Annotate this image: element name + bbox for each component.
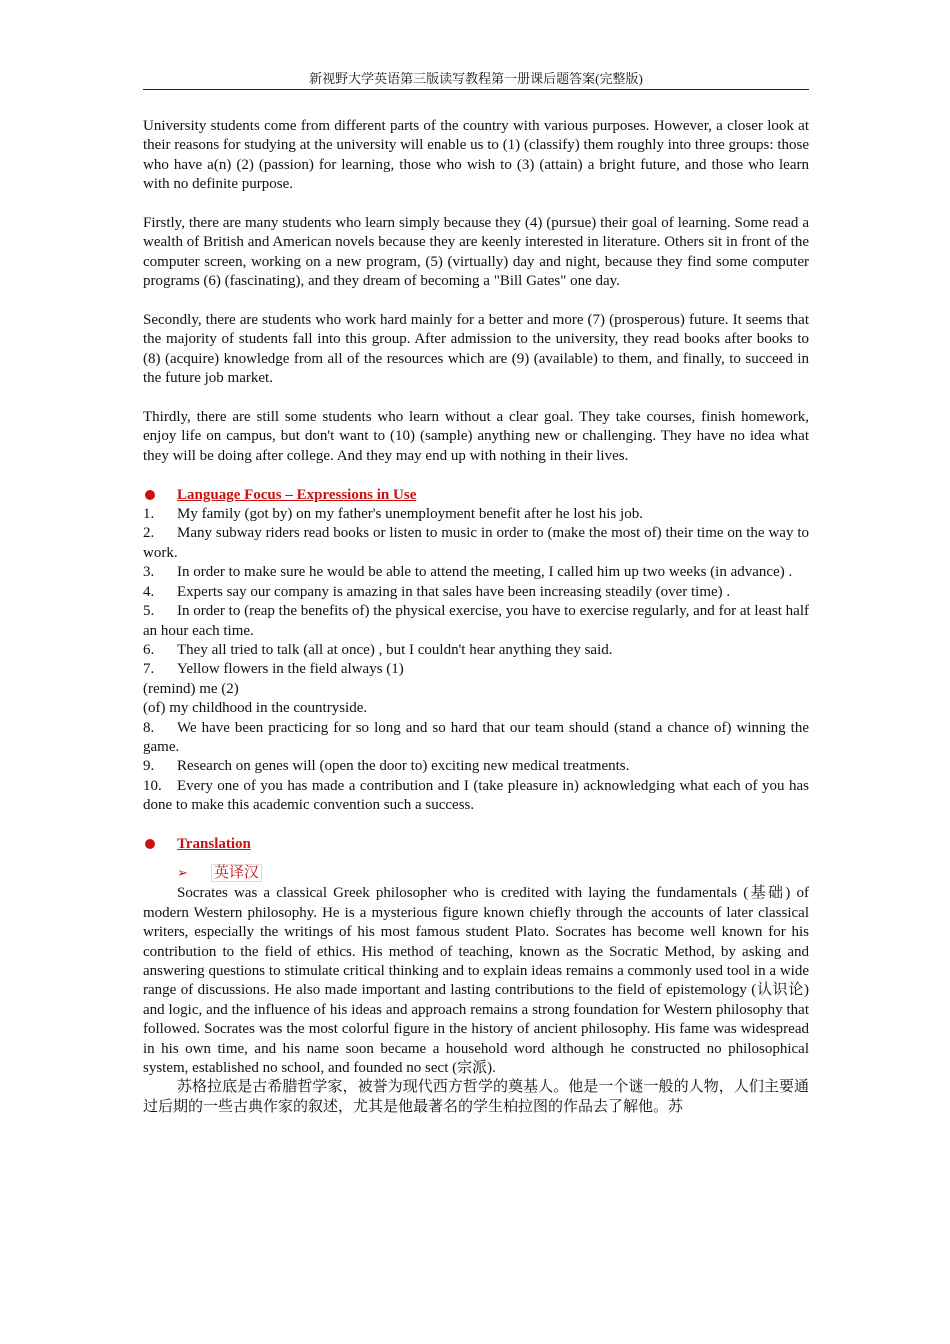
translation-label: Translation	[177, 835, 251, 852]
en-to-zh-heading	[143, 862, 809, 884]
list-item: 10. Every one of you has made a contribution and I (take pleasure in) acknowledging what each of you has done to make this academic convention such a success.	[143, 777, 809, 814]
paragraph-4: Thirdly, there are still some students who learn without a clear goal. They take courses, finish homework, enjoy life on campus, but don't want to (10) (sample) anything new or challenging. They have no idea what they will be doing after college. And they may end up with nothing in their lives.	[143, 409, 809, 464]
arrow-bullet-icon: ➢	[177, 865, 188, 881]
list-item: 4. Experts say our company is amazing in that sales have been increasing steadily (over time) .	[143, 583, 731, 600]
translation-source-english: Socrates was a classical Greek philosopher who is credited with laying the fundamentals (基础) of modern Western philosophy. He is a mysterious figure known chiefly through the accounts of later classical writers, especially the writings of his most famous student Plato. Socrates has become well known for his contribution to the field of ethics. His method of teaching, known as the Socratic Method, by asking and answering questions to stimulate critical thinking and to explain ideas remains a commonly used tool in a wide range of discussions. He also made important and lasting contributions to the field of epistemology (认识论) and logic, and the influence of his ideas and approach remains a strong foundation for Western philosophy that followed. Socrates was the most colorful figure in the history of ancient philosophy. His fame was widespread in his own time, and his name soon became a household word although he constructed no philosophical system, established no school, and founded no sect (宗派).	[143, 885, 809, 1077]
list-item: 3. In order to make sure he would be able to attend the meeting, I called him up two weeks (in advance) .	[143, 564, 793, 581]
list-item: 1. My family (got by) on my father's unemployment benefit after he lost his job.	[143, 506, 643, 523]
language-focus-heading	[143, 486, 809, 505]
list-item: 8. We have been practicing for so long and so hard that our team should (stand a chance of) winning the game.	[143, 719, 809, 755]
paragraph-1: University students come from different parts of the country with various purposes. However, a closer look at their reasons for studying at the university will enable us to (1) (classify) them roughly into three groups: those who have a(n) (2) (passion) for learning, those who wish to (3) (attain) a bright future, and those who learn with no definite purpose.	[143, 118, 809, 193]
document-body	[143, 117, 809, 1117]
page-header	[143, 70, 809, 90]
list-item-continuation: (remind) me (2)	[143, 680, 239, 697]
list-item: 7. Yellow flowers in the field always (1)	[143, 661, 404, 678]
paragraph-2: Firstly, there are many students who learn simply because they (4) (pursue) their goal of learning. Some read a wealth of British and American novels because they are keenly interested in literature. Others sit in front of the computer screen, working on a new program, (5) (virtually) day and night, because they find some computer programs (6) (fascinating), and they dream of becoming a "Bill Gates" one day.	[143, 215, 809, 290]
bullet-icon	[145, 490, 155, 500]
language-focus-label: Language Focus – Expressions in Use	[177, 486, 417, 503]
list-item: 9. Research on genes will (open the door to) exciting new medical treatments.	[143, 758, 630, 775]
paragraph-3: Secondly, there are students who work hard mainly for a better and more (7) (prosperous) future. It seems that the majority of students fall into this group. After admission to the university, they read books after books to (8) (acquire) knowledge from all of the resources which are (9) (available) to them, and finally, to succeed in the future job market.	[143, 312, 809, 387]
translation-heading	[143, 835, 809, 854]
en-to-zh-label: 英译汉	[211, 864, 262, 882]
language-focus-list	[143, 505, 809, 816]
translation-target-chinese: 苏格拉底是古希腊哲学家，被誉为现代西方哲学的奠基人。他是一个谜一般的人物，人们主要通过后期的一些古典作家的叙述，尤其是他最著名的学生柏拉图的作品去了解他。苏	[143, 1079, 809, 1115]
list-item: 2. Many subway riders read books or listen to music in order to (make the most of) their time on the way to work.	[143, 525, 809, 561]
bullet-icon	[145, 839, 155, 849]
list-item: 5. In order to (reap the benefits of) the physical exercise, you have to exercise regularly, and for at least half an hour each time.	[143, 603, 809, 639]
list-item-continuation: (of) my childhood in the countryside.	[143, 700, 368, 717]
list-item: 6. They all tried to talk (all at once) , but I couldn't hear anything they said.	[143, 641, 613, 658]
header-title: 新视野大学英语第三版读写教程第一册课后题答案(完整版)	[309, 71, 643, 86]
